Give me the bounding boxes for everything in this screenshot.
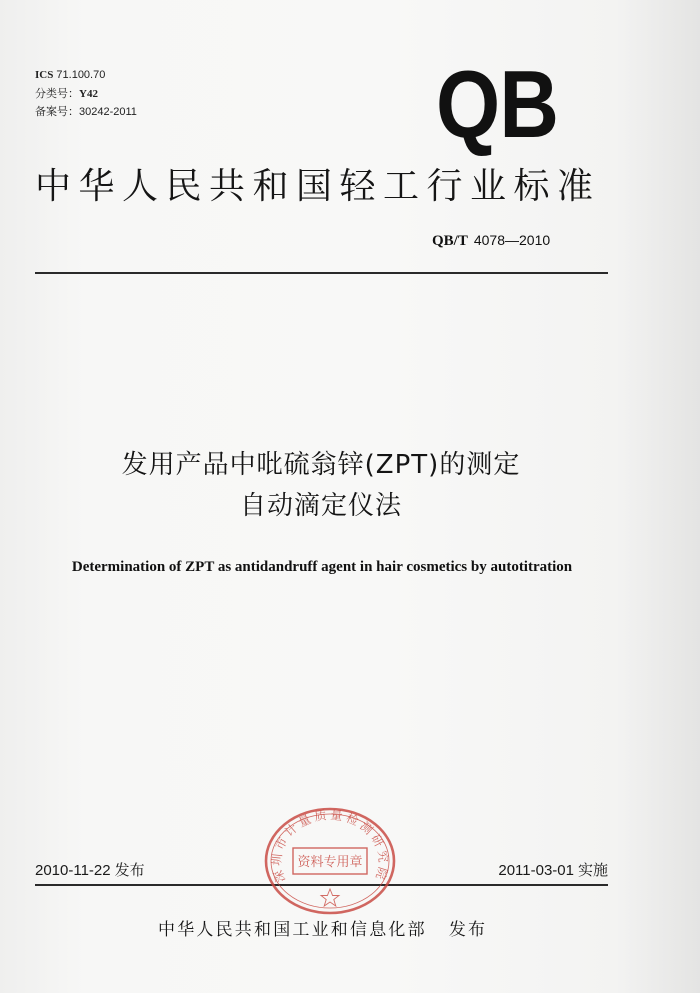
ics-label: ICS bbox=[35, 69, 54, 81]
implement-date bbox=[498, 861, 608, 880]
publisher-label: 发布 bbox=[448, 920, 488, 940]
standard-category-title: 中华人民共和国轻工行业标准 bbox=[35, 166, 601, 207]
ics-line bbox=[35, 66, 137, 85]
record-line bbox=[35, 103, 137, 122]
publisher-line bbox=[158, 920, 487, 940]
implement-date-label: 实施 bbox=[577, 861, 608, 879]
qb-logo: QB bbox=[436, 51, 559, 158]
standard-code bbox=[432, 231, 550, 250]
ics-value: 71.100.70 bbox=[56, 69, 106, 81]
title-cn-line-1: 发用产品中吡硫翁锌(ZPT)的测定 bbox=[121, 450, 521, 480]
class-line bbox=[35, 85, 137, 104]
class-label: 分类号： bbox=[35, 87, 79, 100]
title-en: Determination of ZPT as antidandruff agent in hair cosmetics by autotitration bbox=[71, 559, 573, 575]
record-value: 30242-2011 bbox=[79, 106, 137, 118]
seal-ring-textpath: 深圳市计量质量检测研究院 bbox=[269, 807, 391, 885]
standard-code-prefix: QB/T bbox=[432, 233, 468, 249]
seal-stamp bbox=[260, 805, 400, 917]
seal-center-text: 资料专用章 bbox=[297, 855, 363, 870]
header-divider bbox=[35, 272, 608, 274]
seal-star-icon bbox=[321, 889, 339, 906]
implement-date-value: 2011-03-01 bbox=[498, 862, 574, 879]
title-cn-line-2: 自动滴定仪法 bbox=[239, 491, 402, 521]
issue-date-value: 2010-11-22 bbox=[35, 862, 111, 879]
seal-ring-text bbox=[269, 807, 391, 884]
record-label: 备案号： bbox=[35, 106, 79, 118]
class-value: Y42 bbox=[79, 87, 98, 100]
standard-code-number: 4078—2010 bbox=[473, 232, 551, 248]
publisher-name: 中华人民共和国工业和信息化部 bbox=[158, 920, 427, 940]
issue-date bbox=[35, 861, 145, 880]
classification-block bbox=[35, 66, 137, 122]
issue-date-label: 发布 bbox=[114, 861, 145, 879]
